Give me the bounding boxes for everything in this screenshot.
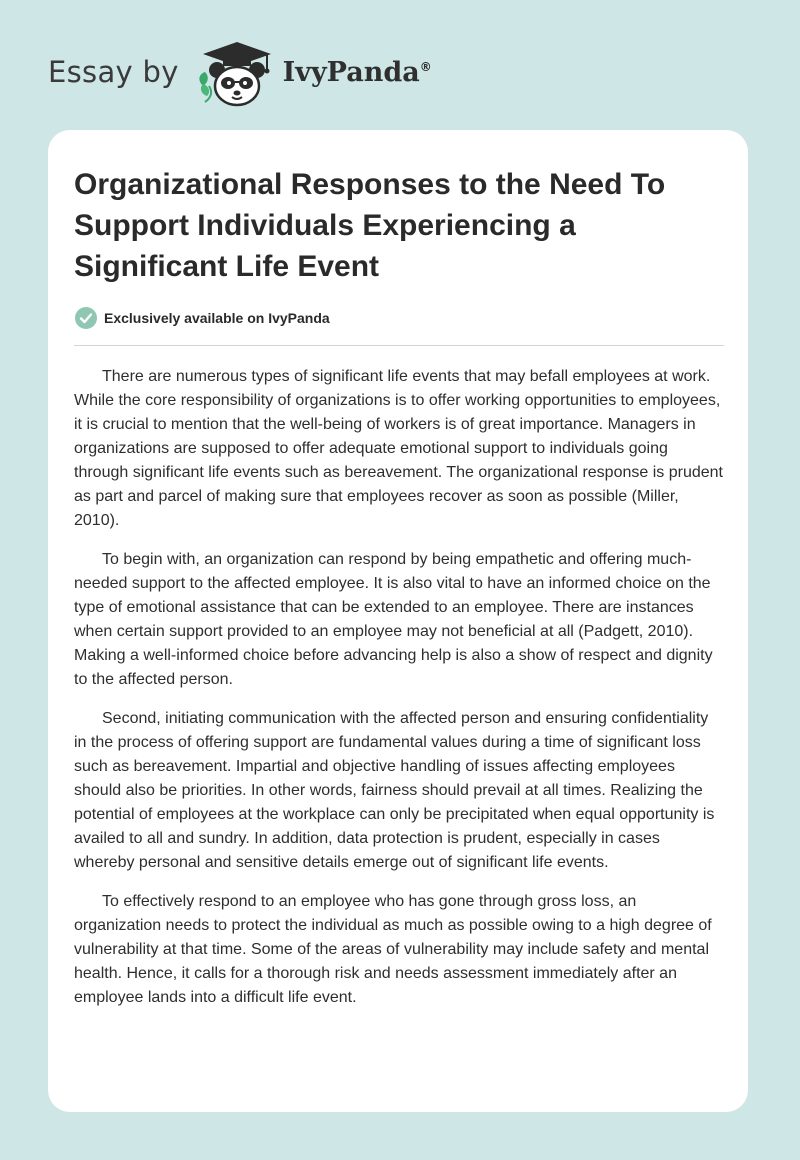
exclusive-badge: [74, 306, 330, 330]
paragraph: To begin with, an organization can respond by being empathetic and offering much-needed support to the affected employee. It is also vital to have an informed choice on the type of emotional assistance that can be extended to an employee. There are instances when certain support provided to an employee may not beneficial at all (Padgett, 2010). Making a well-informed choice before advancing help is also a show of respect and dignity to the affected person.: [74, 551, 713, 688]
registered-mark: ®: [419, 59, 432, 74]
brand-name: [283, 57, 432, 88]
panda-graduation-cap-icon: [193, 36, 279, 108]
paragraph: To effectively respond to an employee who has gone through gross loss, an organization needs to protect the individual as much as possible owing to a high degree of vulnerability at that time. Some of the areas of vulnerability may include safety and mental health. Hence, it calls for a thorough risk and needs assessment immediately after an employee lands into a difficult life event.: [74, 893, 712, 1006]
brand-name-text: IvyPanda: [282, 56, 420, 88]
exclusive-label: Exclusively available on IvyPanda: [104, 310, 330, 326]
essay-body: [74, 365, 724, 1025]
page-title: Organizational Responses to the Need To Support Individuals Experiencing a Significant Life Event: [74, 168, 666, 283]
paragraph: Second, initiating communication with the affected person and ensuring confidentiality in the process of offering support are fundamental values during a time of significant loss such as bereavement. Impartial and objective handling of issues affecting employees should also be priorities. In other words, fairness should prevail at all times. Realizing the potential of employees at the workplace can only be precipitated when equal opportunity is availed to all and sundry. In addition, data protection is prudent, especially in cases whereby personal and sensitive details emerge out of significant life events.: [74, 710, 715, 871]
brand-prefix: Essay by: [48, 55, 179, 89]
divider: [74, 345, 724, 346]
paragraph: There are numerous types of significant life events that may befall employees at work. While the core responsibility of organizations is to offer working opportunities to employees, it is crucial to mention that the well-being of workers is of great importance. Managers in organizations are supposed to offer adequate emotional support to individuals going through significant life events such as bereavement. The organizational response is prudent as part and parcel of making sure that employees recover as soon as possible (Miller, 2010).: [74, 368, 723, 529]
site-brand[interactable]: [48, 36, 432, 108]
essay-card: [48, 130, 748, 1112]
check-circle-icon: [74, 306, 98, 330]
